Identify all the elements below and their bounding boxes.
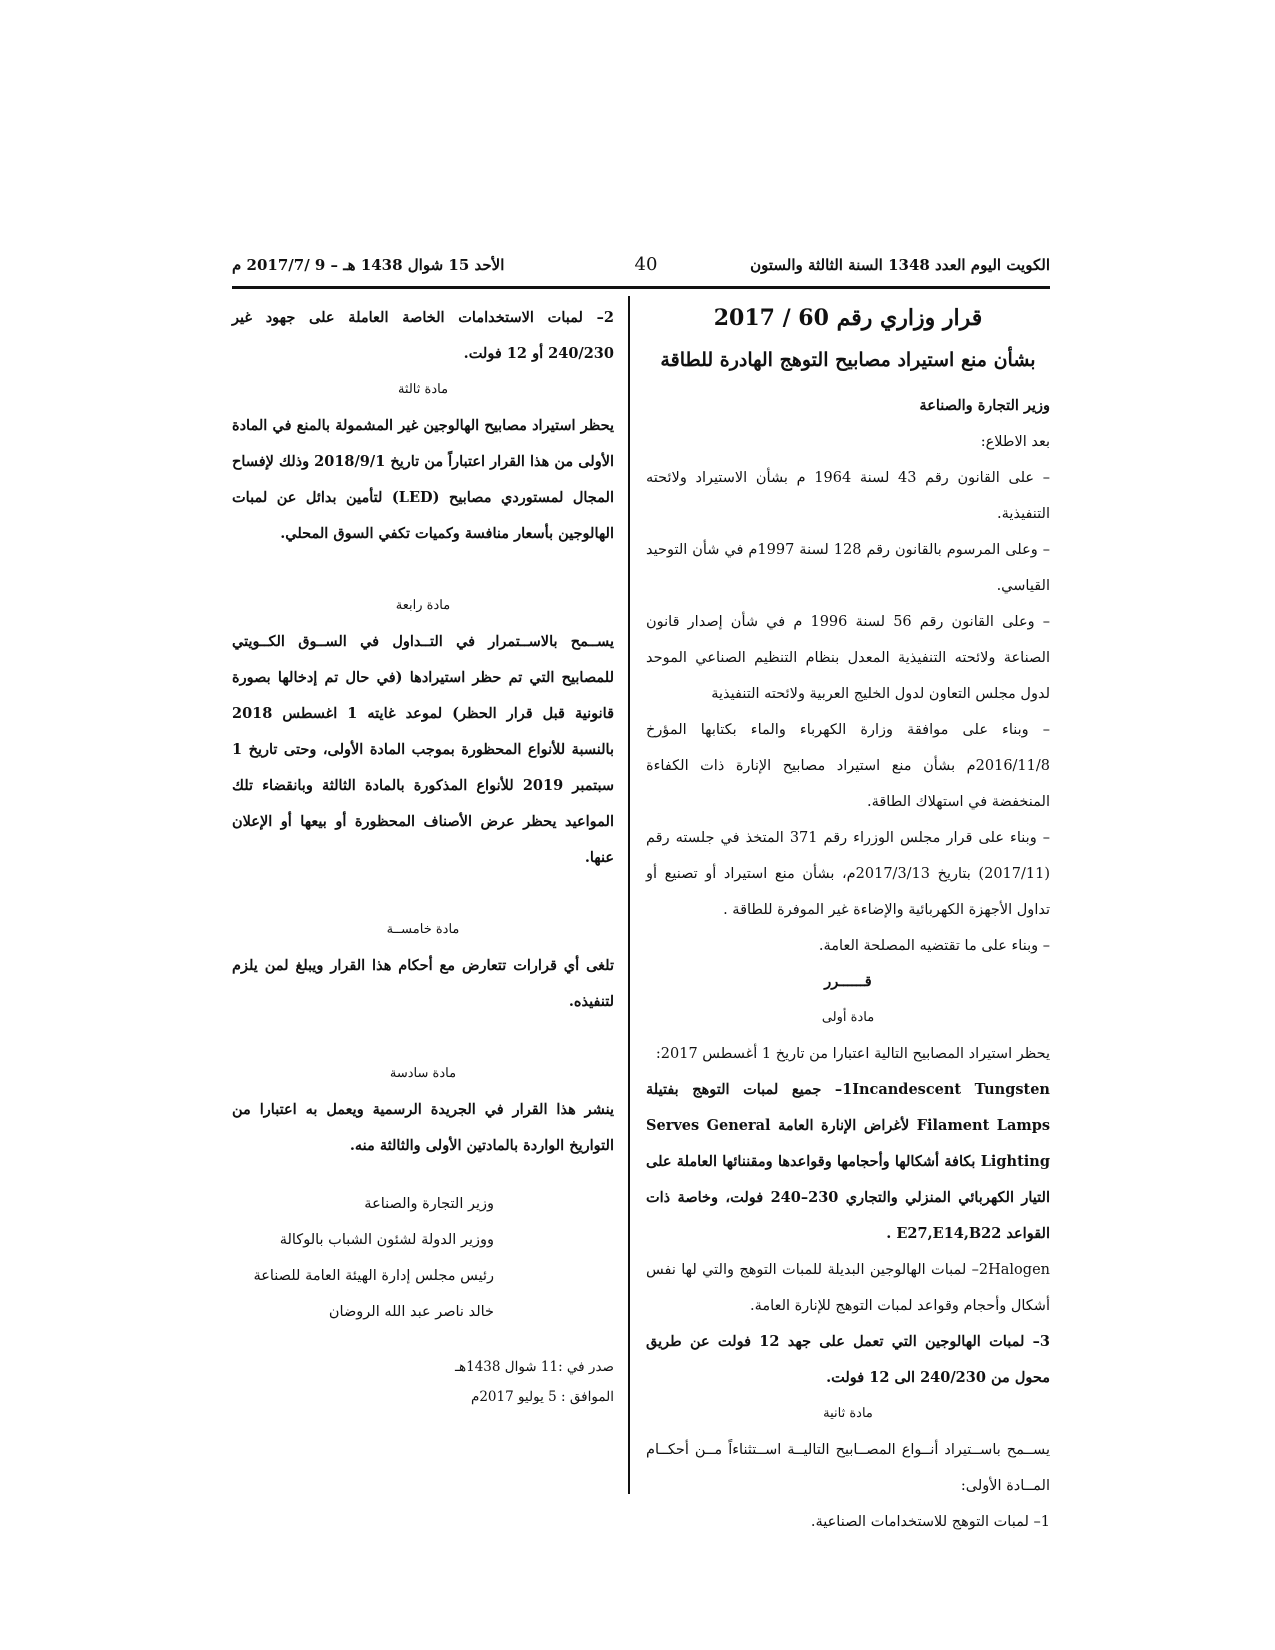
- article-4-heading: مادة رابعة: [395, 598, 451, 613]
- issued-date: صدر في :11 شوال 1438هـ: [455, 1359, 614, 1375]
- header-rule: [232, 286, 1050, 289]
- right-column: [646, 300, 1050, 1540]
- review-item-5: – وبناء على قرار مجلس الوزراء رقم 371 المتخذ في جلسته رقم (2017/11) بتاريخ 2017/3/13م، بشأن منع استيراد أو تصنيع أو تداول الأجهزة الكهربائية والإضاءة غير الموفرة للطاقة .: [646, 830, 1051, 918]
- article-1-heading: مادة أولى: [821, 1010, 875, 1025]
- article-2-item-1: 1– لمبات التوهج للاستخدامات الصناعية.: [810, 1514, 1050, 1530]
- decree-subtitle: بشأن منع استيراد مصابيح التوهج الهادرة للطاقة: [660, 349, 1036, 371]
- left-column: [232, 300, 614, 1412]
- review-item-1: – على القانون رقم 43 لسنة 1964 م بشأن الاستيراد ولائحته التنفيذية.: [646, 470, 1050, 522]
- minister-line: وزير التجارة والصناعة: [919, 397, 1050, 414]
- signature-name: خالد ناصر عبد الله الروضان: [328, 1304, 494, 1320]
- signature-line-1: وزير التجارة والصناعة: [364, 1196, 494, 1212]
- review-item-2: – وعلى المرسوم بالقانون رقم 128 لسنة 1997م في شأن التوحيد القياسي.: [646, 542, 1050, 594]
- article-3-text: يحظر استيراد مصابيح الهالوجين غير المشمولة بالمنع في المادة الأولى من هذا القرار اعتباراً من تاريخ 2018/9/1 وذلك لإفساح المجال لمستوردي مصابيح (LED) لتأمين بدائل عن لمبات الهالوجين بأسعار منافسة وكميات تكفي السوق المحلي.: [232, 417, 614, 542]
- page-header: [232, 256, 1050, 286]
- article-6-heading: مادة سادسة: [389, 1066, 457, 1081]
- article-5-heading: مادة خامســة: [386, 922, 460, 937]
- signature-line-3: رئيس مجلس إدارة الهيئة العامة للصناعة: [253, 1268, 494, 1284]
- page-number: 40: [634, 254, 658, 275]
- article-2-text: يســمح باســتيراد أنــواع المصــابيح التاليــة اســتثناءاً مــن أحكــام المــادة الأولى:: [646, 1442, 1050, 1494]
- review-item-3: – وعلى القانون رقم 56 لسنة 1996 م في شأن إصدار قانون الصناعة ولائحته التنفيذية المعدل بنظام التنظيم الصناعي الموحد لدول مجلس التعاون لدول الخليج العربية ولائحته التنفيذية: [646, 614, 1051, 702]
- article-1-item-1: 1Incandescent Tungsten– جميع لمبات التوهج بفتيلة Filament Lamps لأغراض الإنارة العامة Serves General Lighting بكافة أشكالها وأحجامها وقواعدها ومقننائها العاملة على التيار الكهربائي المنزلي والتجاري 230–240 فولت، وخاصة ذات القواعد E27,E14,B22 .: [646, 1081, 1050, 1242]
- article-4-text: يســمح بالاســتمرار في التــداول في الســوق الكــويتي للمصابيح التي تم حظر استيرادها (في حال تم إدخالها بصورة قانونية قبل قرار الحظر) لموعد غايته 1 اغسطس 2018 بالنسبة للأنواع المحظورة بموجب المادة الأولى، وحتى تاريخ 1 سبتمبر 2019 للأنواع المذكورة بالمادة الثالثة وبانقضاء تلك المواعيد يحظر عرض الأصناف المحظورة أو بيعها أو الإعلان عنها.: [232, 633, 614, 866]
- header-issue-info: الكويت اليوم العدد 1348 السنة الثالثة والستون: [750, 256, 1050, 274]
- article-5-text: تلغى أي قرارات تتعارض مع أحكام هذا القرار ويبلغ لمن يلزم لتنفيذه.: [232, 957, 614, 1010]
- article-6-text: ينشر هذا القرار في الجريدة الرسمية ويعمل به اعتبارا من التواريخ الواردة بالمادتين الأولى والثالثة منه.: [232, 1101, 614, 1154]
- header-date: الأحد 15 شوال 1438 هـ – 9 /2017/7 م: [232, 256, 505, 274]
- corresponding-date: الموافق : 5 يوليو 2017م: [470, 1389, 614, 1405]
- decree-title: قرار وزاري رقم 60 / 2017: [713, 305, 983, 331]
- article-3-heading: مادة ثالثة: [397, 382, 449, 397]
- after-review: بعد الاطلاع:: [980, 434, 1050, 450]
- decided-heading: قــــــرر: [824, 973, 872, 990]
- article-1-item-3: 3– لمبات الهالوجين التي تعمل على جهد 12 فولت عن طريق محول من 240/230 الى 12 فولت.: [646, 1333, 1050, 1386]
- article-2-heading: مادة ثانية: [823, 1406, 873, 1421]
- review-item-6: – وبناء على ما تقتضيه المصلحة العامة.: [818, 938, 1050, 954]
- article-1-item-2: 2Halogen– لمبات الهالوجين البديلة للمبات التوهج والتي لها نفس أشكال وأحجام وقواعد لمبات التوهج للإنارة العامة.: [646, 1262, 1050, 1314]
- column-divider: [628, 296, 630, 1494]
- article-2-item-2: 2– لمبات الاستخدامات الخاصة العاملة على جهود غير 240/230 أو 12 فولت.: [232, 309, 614, 362]
- signature-line-2: ووزير الدولة لشئون الشباب بالوكالة: [279, 1232, 494, 1248]
- review-item-4: – وبناء على موافقة وزارة الكهرباء والماء بكتابها المؤرخ 2016/11/8م بشأن منع استيراد مصابيح الإنارة ذات الكفاءة المنخفضة في استهلاك الطاقة.: [646, 722, 1050, 810]
- article-1-intro: يحظر استيراد المصابيح التالية اعتبارا من تاريخ 1 أغسطس 2017:: [655, 1046, 1050, 1062]
